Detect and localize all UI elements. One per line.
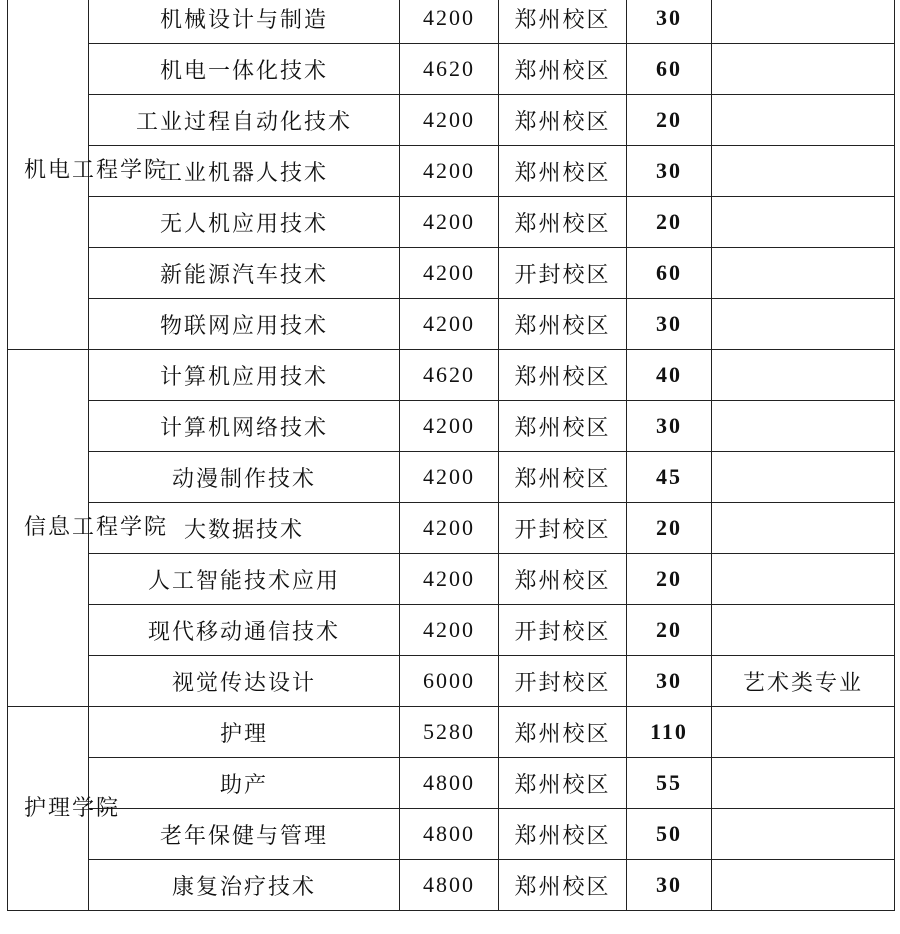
tuition-fee-cell: 4800 [400, 860, 499, 911]
table-row [8, 707, 895, 758]
campus-cell: 郑州校区 [499, 860, 627, 911]
tuition-fee-cell: 6000 [400, 656, 499, 707]
tuition-fee-cell: 4200 [400, 401, 499, 452]
table-row [8, 248, 895, 299]
table-row [8, 452, 895, 503]
table-row [8, 0, 895, 44]
major-cell: 无人机应用技术 [89, 197, 400, 248]
major-cell: 护理 [89, 707, 400, 758]
department-cell [8, 350, 169, 707]
enrollment-plan-cell: 110 [627, 707, 712, 758]
tuition-fee-cell: 4200 [400, 452, 499, 503]
remark-cell [712, 95, 895, 146]
tuition-fee-cell: 4200 [400, 503, 499, 554]
campus-cell: 郑州校区 [499, 146, 627, 197]
major-cell: 机电一体化技术 [89, 44, 400, 95]
tuition-fee-cell: 4620 [400, 350, 499, 401]
campus-cell: 郑州校区 [499, 197, 627, 248]
campus-cell: 开封校区 [499, 503, 627, 554]
enrollment-plan-cell: 55 [627, 758, 712, 809]
tuition-fee-cell: 4200 [400, 605, 499, 656]
major-cell: 现代移动通信技术 [89, 605, 400, 656]
major-cell: 工业过程自动化技术 [89, 95, 400, 146]
major-cell: 工业机器人技术 [89, 146, 400, 197]
enrollment-plan-cell: 20 [627, 95, 712, 146]
tuition-fee-cell: 4200 [400, 0, 499, 44]
major-cell: 康复治疗技术 [89, 860, 400, 911]
table-body [8, 0, 895, 911]
tuition-fee-cell: 4200 [400, 197, 499, 248]
remark-cell [712, 401, 895, 452]
remark-cell [712, 503, 895, 554]
tuition-fee-cell: 4200 [400, 299, 499, 350]
remark-cell [712, 44, 895, 95]
campus-cell: 郑州校区 [499, 0, 627, 44]
tuition-fee-cell: 4200 [400, 554, 499, 605]
remark-cell [712, 605, 895, 656]
table-row [8, 44, 895, 95]
tuition-fee-cell: 4800 [400, 809, 499, 860]
major-cell: 机械设计与制造 [89, 0, 400, 44]
campus-cell: 郑州校区 [499, 452, 627, 503]
remark-cell [712, 860, 895, 911]
tuition-fee-cell: 4200 [400, 95, 499, 146]
table-row [8, 809, 895, 860]
enrollment-plan-cell: 45 [627, 452, 712, 503]
table-row [8, 758, 895, 809]
tuition-fee-cell: 4800 [400, 758, 499, 809]
enrollment-plan-cell: 30 [627, 860, 712, 911]
enrollment-plan-cell: 20 [627, 197, 712, 248]
campus-cell: 郑州校区 [499, 401, 627, 452]
department-name: 信息工程学院 [24, 515, 169, 540]
remark-cell [712, 707, 895, 758]
enrollment-plan-cell: 40 [627, 350, 712, 401]
table-row [8, 656, 895, 707]
campus-cell: 开封校区 [499, 605, 627, 656]
enrollment-plan-cell: 60 [627, 44, 712, 95]
remark-cell [712, 452, 895, 503]
remark-cell [712, 197, 895, 248]
table-row [8, 350, 895, 401]
campus-cell: 郑州校区 [499, 758, 627, 809]
remark-cell [712, 350, 895, 401]
tuition-fee-cell: 4200 [400, 248, 499, 299]
enrollment-plan-cell: 20 [627, 503, 712, 554]
enrollment-plan-cell: 20 [627, 605, 712, 656]
major-cell: 大数据技术 [89, 503, 400, 554]
enrollment-plan-cell: 20 [627, 554, 712, 605]
campus-cell: 郑州校区 [499, 554, 627, 605]
campus-cell: 开封校区 [499, 248, 627, 299]
campus-cell: 郑州校区 [499, 299, 627, 350]
department-name: 护理学院 [24, 795, 121, 821]
enrollment-plan-cell: 30 [627, 401, 712, 452]
table-row [8, 95, 895, 146]
major-cell: 动漫制作技术 [89, 452, 400, 503]
table-row [8, 401, 895, 452]
major-cell: 人工智能技术应用 [89, 554, 400, 605]
campus-cell: 郑州校区 [499, 95, 627, 146]
tuition-fee-cell: 4200 [400, 146, 499, 197]
remark-cell: 艺术类专业 [712, 656, 895, 707]
department-cell [8, 707, 121, 911]
enrollment-plan-cell: 30 [627, 656, 712, 707]
major-cell: 老年保健与管理 [89, 809, 400, 860]
campus-cell: 郑州校区 [499, 44, 627, 95]
enrollment-plan-cell: 30 [627, 0, 712, 44]
remark-cell [712, 0, 895, 44]
department-name: 机电工程学院 [24, 158, 169, 183]
enrollment-plan-cell: 50 [627, 809, 712, 860]
tuition-fee-cell: 4620 [400, 44, 499, 95]
campus-cell: 郑州校区 [499, 809, 627, 860]
remark-cell [712, 299, 895, 350]
table-row [8, 860, 895, 911]
major-cell: 视觉传达设计 [89, 656, 400, 707]
remark-cell [712, 248, 895, 299]
campus-cell: 开封校区 [499, 656, 627, 707]
campus-cell: 郑州校区 [499, 350, 627, 401]
tuition-fee-cell: 5280 [400, 707, 499, 758]
table-row [8, 605, 895, 656]
major-cell: 物联网应用技术 [89, 299, 400, 350]
campus-cell: 郑州校区 [499, 707, 627, 758]
major-cell: 助产 [89, 758, 400, 809]
table-row [8, 299, 895, 350]
remark-cell [712, 758, 895, 809]
remark-cell [712, 146, 895, 197]
remark-cell [712, 554, 895, 605]
major-cell: 新能源汽车技术 [89, 248, 400, 299]
enrollment-plan-cell: 30 [627, 146, 712, 197]
remark-cell [712, 809, 895, 860]
enrollment-plan-cell: 60 [627, 248, 712, 299]
table-row [8, 554, 895, 605]
major-cell: 计算机应用技术 [89, 350, 400, 401]
major-cell: 计算机网络技术 [89, 401, 400, 452]
table-row [8, 197, 895, 248]
enrollment-table [7, 0, 895, 911]
department-cell [8, 0, 169, 350]
enrollment-plan-cell: 30 [627, 299, 712, 350]
